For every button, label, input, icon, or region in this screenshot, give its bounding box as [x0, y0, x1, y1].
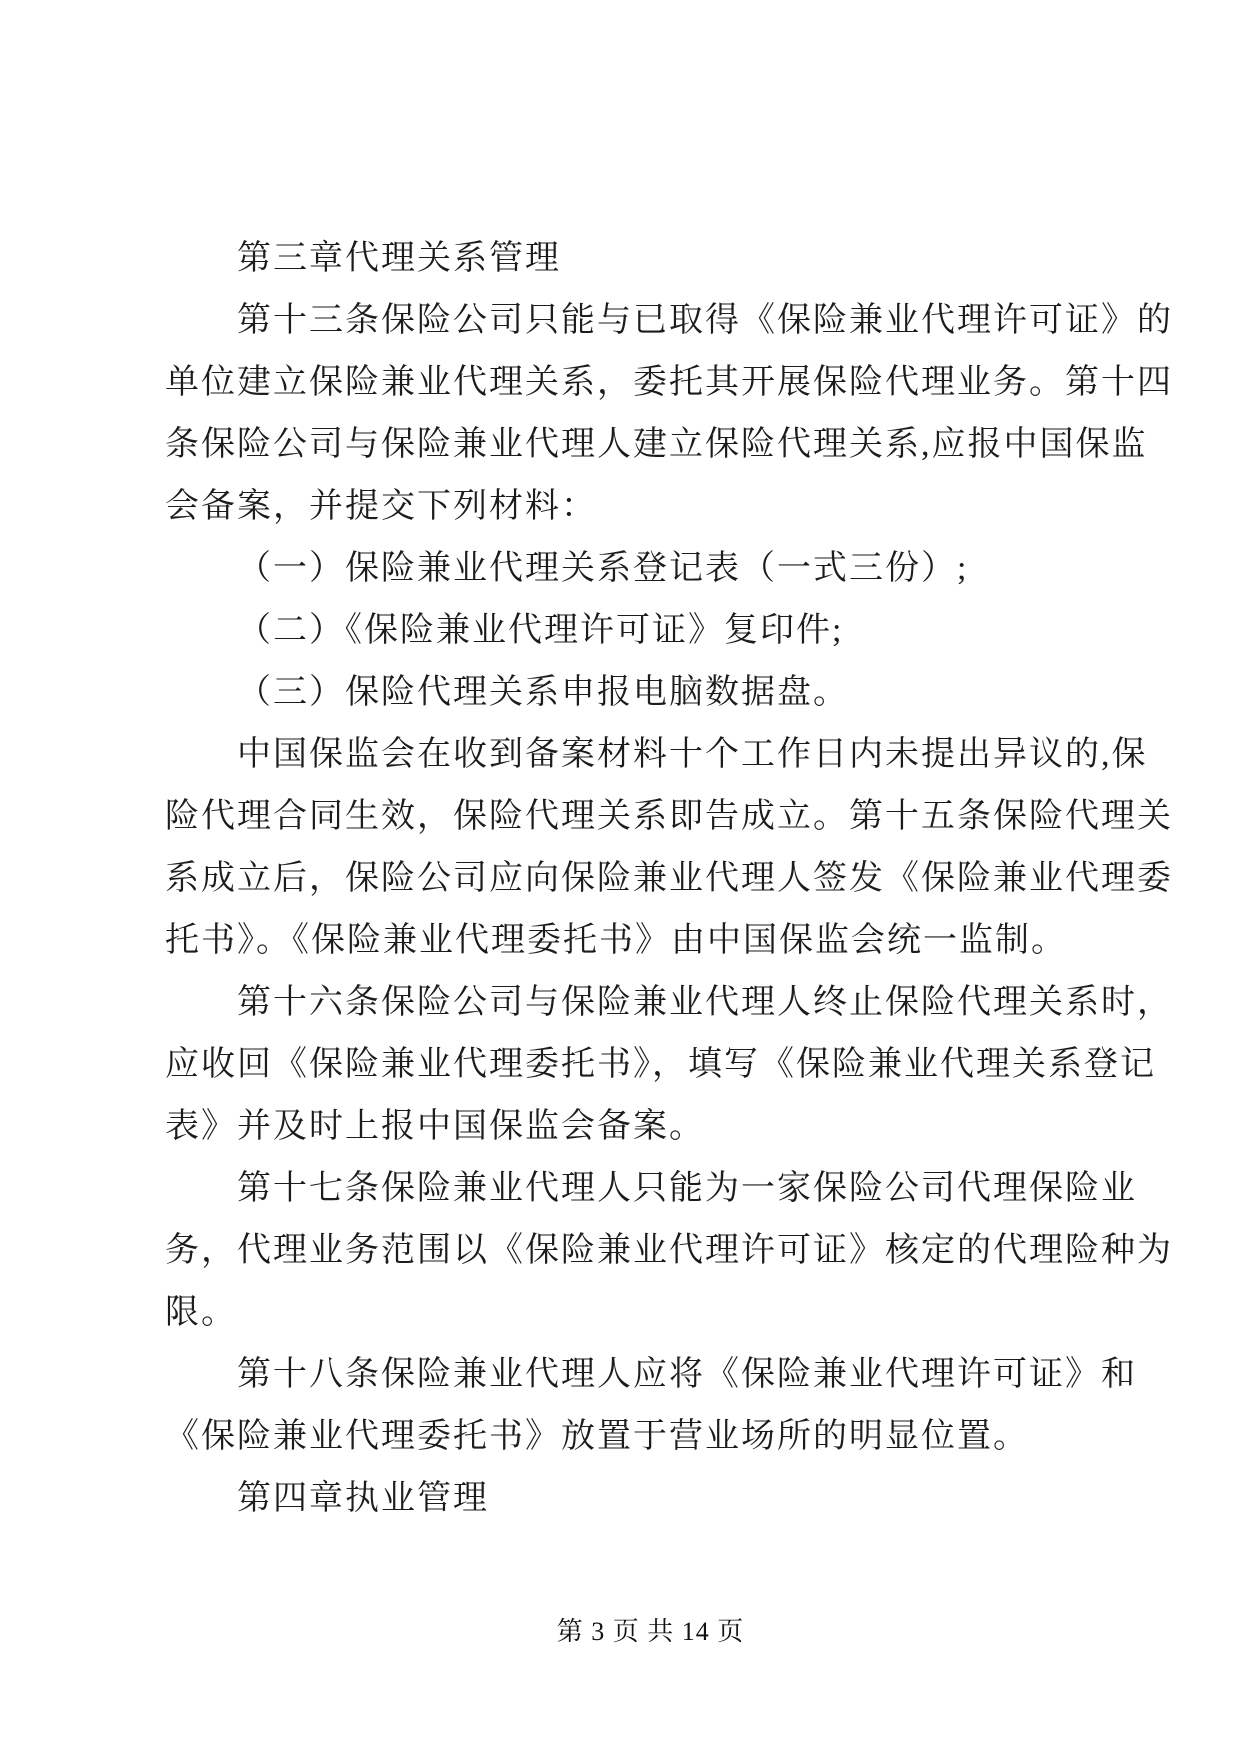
document-line: 中国保监会在收到备案材料十个工作日内未提出异议的,保	[237, 736, 1148, 773]
document-line: 条保险公司与保险兼业代理人建立保险代理关系,应报中国保监	[165, 426, 1148, 463]
page-number: 第 3 页 共 14 页	[556, 1617, 745, 1646]
document-line: 《保险兼业代理委托书》放置于营业场所的明显位置。	[165, 1418, 1029, 1455]
document-line: 第十八条保险兼业代理人应将《保险兼业代理许可证》和	[237, 1356, 1137, 1393]
document-line: 第四章执业管理	[237, 1480, 489, 1517]
document-line: 单位建立保险兼业代理关系，委托其开展保险代理业务。第十四	[165, 364, 1173, 401]
document-line: 限。	[165, 1294, 237, 1331]
document-line: 险代理合同生效，保险代理关系即告成立。第十五条保险代理关	[165, 798, 1173, 835]
document-line: 系成立后，保险公司应向保险兼业代理人签发《保险兼业代理委	[165, 860, 1173, 897]
document-line: 第三章代理关系管理	[237, 240, 561, 277]
document-line: （一）保险兼业代理关系登记表（一式三份）;	[237, 550, 969, 587]
document-line: 托书》。《保险兼业代理委托书》由中国保监会统一监制。	[165, 922, 1067, 959]
document-line: （二）《保险兼业代理许可证》复印件;	[237, 612, 844, 649]
document-line: 应收回《保险兼业代理委托书》，填写《保险兼业代理关系登记	[165, 1046, 1156, 1083]
document-line: 第十六条保险公司与保险兼业代理人终止保险代理关系时，	[237, 984, 1173, 1021]
document-line: 务，代理业务范围以《保险兼业代理许可证》核定的代理险种为	[165, 1232, 1173, 1269]
document-line: 表》并及时上报中国保监会备案。	[165, 1108, 705, 1145]
document-line: 第十七条保险兼业代理人只能为一家保险公司代理保险业	[237, 1170, 1137, 1207]
document-body	[165, 228, 1173, 1530]
document-line: （三）保险代理关系申报电脑数据盘。	[237, 674, 849, 711]
document-line: 会备案，并提交下列材料：	[165, 488, 597, 525]
document-line: 第十三条保险公司只能与已取得《保险兼业代理许可证》的	[237, 302, 1173, 339]
